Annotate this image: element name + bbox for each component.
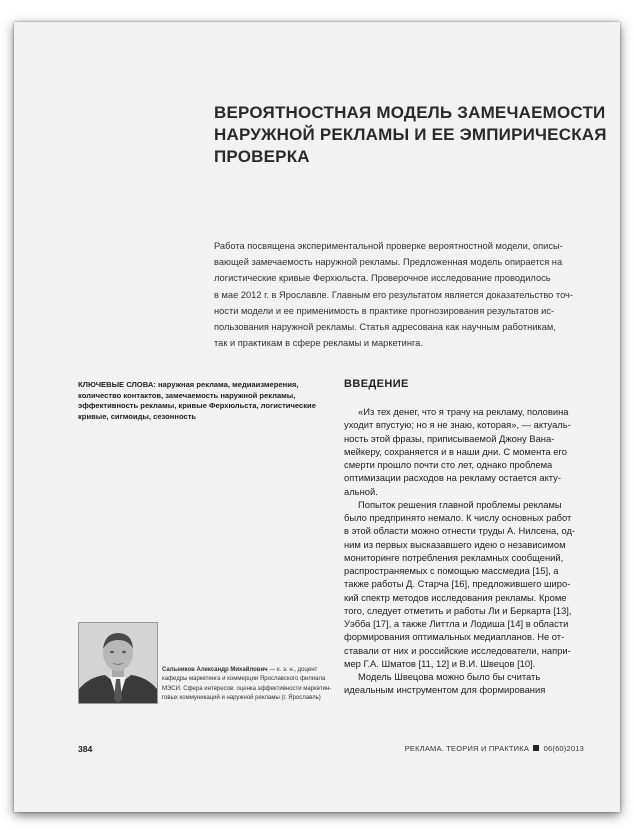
keywords-line: эффективность рекламы, кривые Ферхюльста, логистические [78,401,316,411]
body-line: Попыток решения главной проблемы рекламы [358,498,562,510]
body-line: в этой области можно отнести труды А. Нилсена, од- [344,525,576,537]
body-line: Уэбба [17], а также Литтла и Лодиша [14] в области [344,618,569,629]
journal-name: РЕКЛАМА. ТЕОРИЯ И ПРАКТИКА [404,744,530,753]
abstract-line: пользования наружной рекламы. Статья адресована как научным работникам, [214,322,556,333]
introduction-body [344,405,604,697]
keywords-line: КЛЮЧЕВЫЕ СЛОВА: наружная реклама, медиаизмерения, [78,380,299,389]
body-line: кий спектр методов исследования рекламы. Кроме [344,591,567,603]
title-line: ПРОВЕРКА [214,147,310,166]
body-line: уходит впустую; но я не знаю, которая», — актуаль- [344,419,571,431]
body-line: мейкеру, сохраняется и в наши дни. С момента его [344,445,567,457]
journal-issue: 06(60)2013 [543,744,584,753]
author-note-line: МЭСИ. Сфера интересов: оценка эффективности маркетин- [162,685,332,692]
section-heading: ВВЕДЕНИЕ [344,378,409,390]
body-line: ним из первых высказавшего идею о независимом [344,538,566,550]
journal-footer [405,744,584,753]
abstract-line: ности модели и ее применимость в практике прогнозирования результатов ис- [214,305,555,316]
body-line: того, следует отметить и работы Ли и Беркарта [13], [344,604,572,616]
page-number: 384 [78,744,93,754]
author-name: Сальников Александр Михайлович [162,667,268,673]
article-title [214,102,607,168]
author-note-line [162,666,337,675]
abstract-line: в мае 2012 г. в Ярославле. Главным его результатом является доказательство точ- [214,289,573,300]
author-note-text: — к. э. н., доцент [267,667,318,673]
keywords-block [78,380,323,422]
abstract-line: так и практикам в сфере рекламы и маркетинга. [214,338,423,349]
author-note-line: говых коммуникаций и наружной рекламы (г. Ярославль) [162,694,321,701]
body-line: оптимизации расходов на рекламу остается акту- [344,472,561,484]
body-line: смерти прошло почти сто лет, однако проблема [344,459,553,470]
journal-page [14,22,620,812]
body-line: альной. [344,485,378,497]
body-line: ность этой фразы, приписываемой Джону Вана- [344,432,555,444]
title-line: ВЕРОЯТНОСТНАЯ МОДЕЛЬ ЗАМЕЧАЕМОСТИ [214,103,606,122]
author-portrait-image [79,623,157,703]
body-line: «Из тех денег, что я трачу на рекламу, половина [358,406,569,417]
body-line: ставали от них и российские исследователи, напри- [344,644,571,656]
author-note [162,666,337,703]
author-photo [78,622,158,704]
keywords-line: кривые, сигмоиды, сезонность [78,411,197,421]
body-line: было предпринято немало. К числу основных работ [344,512,572,523]
article-abstract [214,238,584,351]
author-note-line: кафедры маркетинга и коммерции Ярославского филиала [162,676,326,683]
body-line: формирования оптимальных медиапланов. Не от- [344,631,565,643]
keywords-line: количество контактов, замечаемость наружной рекламы, [78,390,296,400]
body-line: распространяемых с помощью массмедиа [15], а [344,565,559,576]
title-line: НАРУЖНОЙ РЕКЛАМЫ И ЕЕ ЭМПИРИЧЕСКАЯ [214,125,607,144]
body-line: идеальным инструментом для формирования [344,684,546,696]
square-separator-icon [533,745,539,751]
abstract-line: логистические кривые Ферхюльста. Проверочное исследование проводилось [214,273,551,284]
abstract-line: Работа посвящена экспериментальной проверке вероятностной модели, описы- [214,241,563,251]
abstract-line: вающей замечаемость наружной рекламы. Предложенная модель опирается на [214,257,563,268]
body-line: мониторинге потребления рекламных сообщений, [344,551,564,563]
body-line: мер Г.А. Шматов [11, 12] и В.И. Швецов [10]. [344,657,536,669]
body-line: Модель Швецова можно было бы считать [358,671,541,682]
body-line: также работы Д. Старча [16], предложившего широ- [344,578,571,590]
